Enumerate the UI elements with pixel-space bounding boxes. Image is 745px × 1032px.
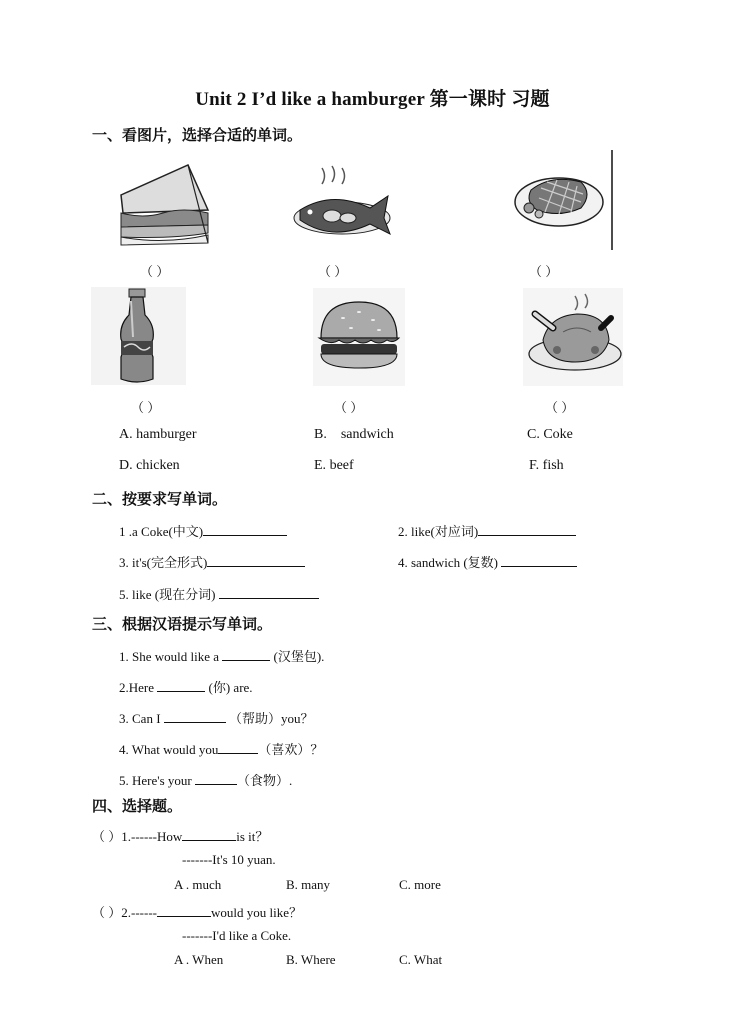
answer-blank[interactable] xyxy=(501,554,577,567)
answer-blank[interactable] xyxy=(203,523,287,536)
section4-heading: 四、选择题。 xyxy=(92,797,183,815)
answer-blank[interactable] xyxy=(182,828,236,841)
s3-item-3: 3. Can I （帮助）you？ xyxy=(119,711,314,726)
section3-heading: 三、根据汉语提示写单词。 xyxy=(92,615,273,633)
answer-bracket-5[interactable]: （ ） xyxy=(334,400,364,415)
option-a: A. hamburger xyxy=(119,427,197,442)
answer-blank[interactable] xyxy=(222,648,270,661)
q2-stem: （ ）2.------ would you like？ xyxy=(92,905,302,920)
section2-heading: 二、按要求写单词。 xyxy=(92,490,228,508)
q1-answer: -------It's 10 yuan. xyxy=(182,852,276,867)
answer-bracket-3[interactable]: （ ） xyxy=(529,264,559,279)
coke-bottle-picture xyxy=(91,287,186,385)
page-title: Unit 2 I’d like a hamburger 第一课时 习题 xyxy=(195,89,550,110)
option-f: F. fish xyxy=(529,458,564,473)
s2-item-2: 2. like(对应词) xyxy=(398,521,576,540)
answer-bracket-1[interactable]: （ ） xyxy=(140,264,170,279)
s2-item-3: 3. it's(完全形式) xyxy=(119,552,305,571)
option-b: B. sandwich xyxy=(314,427,394,442)
steak-picture xyxy=(511,150,613,252)
s2-item-5: 5. like (现在分词) xyxy=(119,584,319,603)
q1-choice-a[interactable]: A . much xyxy=(174,877,222,892)
s3-item-4: 4. What would you （喜欢）？ xyxy=(119,742,324,757)
q2-choice-c[interactable]: C. What xyxy=(399,952,443,967)
hamburger-picture xyxy=(313,288,405,386)
answer-blank[interactable] xyxy=(157,679,205,692)
answer-blank[interactable] xyxy=(219,586,319,599)
s3-item-1: 1. She would like a (汉堡包). xyxy=(119,649,325,664)
q1-choice-b[interactable]: B. many xyxy=(286,877,331,892)
s3-item-2: 2.Here (你) are. xyxy=(119,680,253,695)
section1-heading: 一、看图片，选择合适的单词。 xyxy=(92,126,303,144)
s2-item-4: 4. sandwich (复数) xyxy=(398,552,577,571)
answer-blank[interactable] xyxy=(478,523,576,536)
sandwich-picture xyxy=(113,155,213,250)
roast-chicken-picture xyxy=(523,288,623,386)
q1-stem: （ ）1.------How is it？ xyxy=(92,829,269,844)
answer-bracket-2[interactable]: （ ） xyxy=(318,264,348,279)
answer-blank[interactable] xyxy=(157,904,211,917)
option-c: C. Coke xyxy=(527,427,573,442)
option-d: D. chicken xyxy=(119,458,180,473)
q1-choice-c[interactable]: C. more xyxy=(399,877,441,892)
answer-bracket-6[interactable]: （ ） xyxy=(545,400,575,415)
s3-item-5: 5. Here's your （食物）. xyxy=(119,773,293,788)
fish-picture xyxy=(292,160,392,250)
s2-item-1: 1 .a Coke(中文) xyxy=(119,521,287,540)
q2-answer: -------I'd like a Coke. xyxy=(182,928,292,943)
answer-blank[interactable] xyxy=(164,710,226,723)
q2-choice-b[interactable]: B. Where xyxy=(286,952,336,967)
q2-choice-a[interactable]: A . When xyxy=(174,952,224,967)
answer-blank[interactable] xyxy=(195,772,237,785)
option-e: E. beef xyxy=(314,458,354,473)
answer-bracket-4[interactable]: （ ） xyxy=(131,400,161,415)
answer-blank[interactable] xyxy=(207,554,305,567)
answer-blank[interactable] xyxy=(218,741,258,754)
